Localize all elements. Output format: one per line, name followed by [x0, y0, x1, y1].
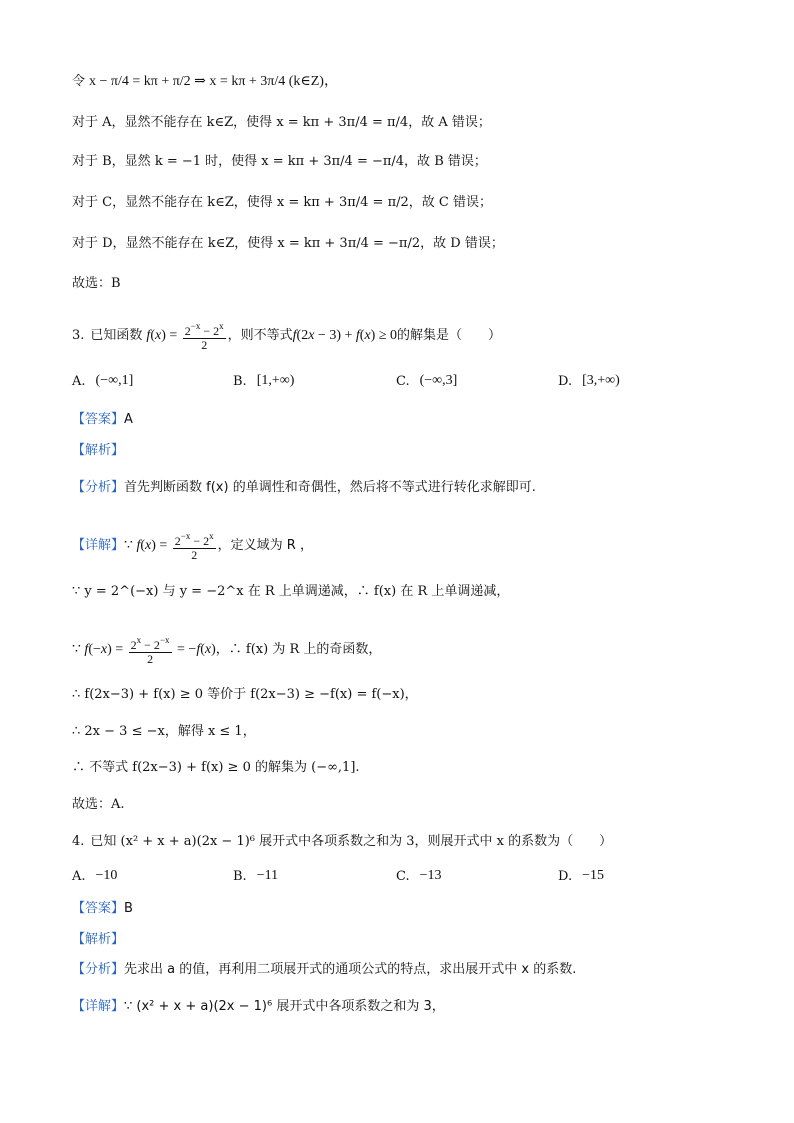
q3-fenxi	[72, 478, 536, 498]
q3-analysis-heading	[72, 441, 124, 461]
q3-option-d[interactable]	[558, 373, 620, 389]
q3-analysis-tag: 【解析】	[72, 443, 125, 458]
q4-fenxi-tag: 【分析】	[72, 962, 125, 977]
q3-option-b[interactable]	[233, 373, 294, 389]
q4-option-a-value: −10	[95, 868, 118, 883]
q3-option-b-label: B.	[233, 373, 247, 389]
q4-option-b[interactable]	[233, 868, 278, 884]
line-4: 对于 C，显然不能存在 k∈Z，使得 x = kπ + 3π/4 = π/2，故 C 错误；	[72, 195, 492, 210]
q3-detail-3-post: ，∴ f(x) 为 R 上的奇函数，	[215, 642, 382, 657]
line-3: 对于 B，显然 k = −1 时，使得 x = kπ + 3π/4 = −π/4，故 B 错误；	[72, 154, 487, 169]
q3-answer-tag: 【答案】	[72, 412, 125, 427]
q4-option-a-label: A.	[72, 868, 86, 884]
q4-option-c-value: −13	[419, 868, 442, 883]
q3-option-d-value: [3,+∞)	[582, 373, 620, 388]
q4-fenxi	[72, 960, 576, 980]
q3-option-b-value: [1,+∞)	[256, 373, 295, 388]
q4-number: 4.	[72, 834, 85, 849]
q4-option-b-label: B.	[233, 868, 247, 884]
q3-fenxi-tag: 【分析】	[72, 480, 125, 495]
q4-answer	[72, 899, 133, 919]
q3-stem	[72, 320, 501, 352]
q3-choose: 故选：A.	[72, 797, 125, 812]
q4-answer-value: B	[124, 901, 133, 916]
q3-detail-2: ∵ y = 2^(−x) 与 y = −2^x 在 R 上单调递减，∴ f(x) 在 R 上单调递减，	[72, 584, 510, 599]
q4-option-d[interactable]	[558, 868, 604, 884]
q3-stem-pre: 已知函数	[90, 328, 143, 343]
q3-detail-1-math: ∵ f(x) = $\frac{2^{-x} - 2^x}{2}$	[124, 531, 214, 562]
q4-stem-text: 已知 (x² + x + a)(2x − 1)⁶ 展开式中各项系数之和为 3，则展开式中 x 的系数为（ ）	[90, 834, 613, 849]
q3-inequality: f(2x − 3) + f(x) ≥ 0	[292, 328, 398, 343]
q3-answer	[72, 410, 133, 430]
q3-option-c-label: C.	[396, 373, 410, 389]
q3-detail-1-post: ，定义域为 R ，	[217, 538, 313, 553]
line-1-math: x − π/4 = kπ + π/2 ⇒ x = kπ + 3π/4 (k∈Z)，	[89, 74, 338, 89]
q3-detail-tag: 【详解】	[72, 538, 125, 553]
line-2: 对于 A，显然不能存在 k∈Z，使得 x = kπ + 3π/4 = π/4，故 A 错误；	[72, 115, 491, 130]
q4-detail-1	[72, 997, 445, 1017]
q3-fenxi-text: 首先判断函数 f(x) 的单调性和奇偶性，然后将不等式进行转化求解即可.	[124, 480, 536, 495]
q4-option-b-value: −11	[256, 868, 279, 883]
q3-detail-1-fraction: $\frac{2^{-x} - 2^x}{2}$	[174, 531, 214, 562]
q3-option-c[interactable]	[396, 373, 457, 389]
q4-option-c-label: C.	[396, 868, 410, 884]
line-1-prefix: 令	[72, 74, 86, 89]
q4-detail-tag: 【详解】	[72, 999, 125, 1014]
q3-detail-3-fraction: $\frac{2^x - 2^{-x}}{2}$	[130, 635, 170, 666]
q4-fenxi-text: 先求出 a 的值，再利用二项展开式的通项公式的特点，求出展开式中 x 的系数.	[124, 962, 577, 977]
q3-detail-1	[72, 530, 313, 562]
line-1	[72, 72, 338, 92]
q3-stem-end: 的解集是（ ）	[397, 328, 502, 343]
q3-option-a-value: (−∞,1]	[95, 373, 134, 388]
q3-detail-3	[72, 634, 381, 666]
q3-stem-post: ，则不等式	[227, 328, 293, 343]
line-6: 故选：B	[72, 276, 121, 291]
q3-answer-value: A	[124, 412, 133, 427]
q4-answer-tag: 【答案】	[72, 901, 125, 916]
q3-option-a-label: A.	[72, 373, 86, 389]
q3-detail-5: ∴ 2x − 3 ≤ −x，解得 x ≤ 1，	[72, 724, 256, 739]
q3-detail-6: ∴ 不等式 f(2x−3) + f(x) ≥ 0 的解集为 (−∞,1].	[72, 760, 360, 775]
q4-stem	[72, 832, 612, 852]
q4-option-a[interactable]	[72, 868, 117, 884]
q3-number: 3.	[72, 328, 85, 343]
q4-analysis-heading	[72, 930, 124, 950]
q3-function: f(x) = $\frac{2^{-x} - 2^x}{2}$	[146, 321, 224, 352]
q4-option-c[interactable]	[396, 868, 442, 884]
q4-detail-1-text: ∵ (x² + x + a)(2x − 1)⁶ 展开式中各项系数之和为 3，	[124, 999, 445, 1014]
q3-option-c-value: (−∞,3]	[419, 373, 458, 388]
q3-function-fraction: $\frac{2^{-x} - 2^x}{2}$	[184, 321, 224, 352]
q3-option-d-label: D.	[558, 373, 573, 389]
q4-option-d-value: −15	[582, 868, 604, 883]
q4-option-d-label: D.	[558, 868, 573, 884]
q3-detail-4: ∴ f(2x−3) + f(x) ≥ 0 等价于 f(2x−3) ≥ −f(x) = f(−x)，	[72, 687, 418, 702]
q4-analysis-tag: 【解析】	[72, 932, 125, 947]
line-5: 对于 D，显然不能存在 k∈Z，使得 x = kπ + 3π/4 = −π/2，故 D 错误；	[72, 236, 504, 251]
q3-detail-3-math: ∵ f(−x) = $\frac{2^x - 2^{-x}}{2}$ = −f(x)	[72, 635, 216, 666]
q3-option-a[interactable]	[72, 373, 133, 389]
